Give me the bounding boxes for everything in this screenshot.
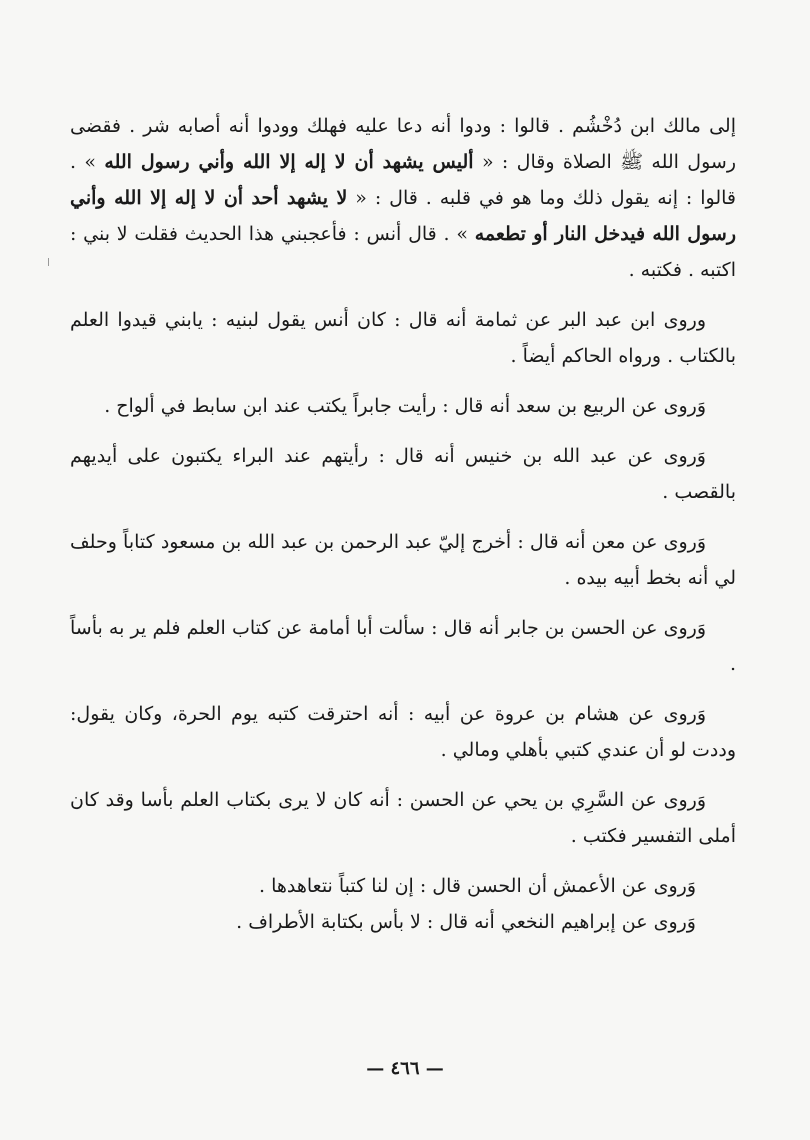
- narration-line: وَروى عن إبراهيم النخعي أنه قال : لا بأس بكتابة الأطراف .: [236, 911, 696, 933]
- paragraph: [70, 524, 736, 596]
- paragraph-text: إلى مالك ابن دُخْشُم . قالوا : ودوا أنه دعا عليه فهلك وودوا أنه أصابه شر . فقضى رسول الله ﷺ الصلاة وقال : «: [70, 115, 737, 173]
- paragraphs: [70, 108, 736, 854]
- paragraph-text: وَروى عن الحسن بن جابر أنه قال : سألت أبا أمامة عن كتاب العلم فلم ير به بأساً .: [70, 617, 736, 675]
- paragraph-text: وروى ابن عبد البر عن ثمامة أنه قال : كان أنس يقول لبنيه : يابني قيدوا العلم بالكتاب . ورواه الحاكم أيضاً .: [70, 309, 736, 367]
- paragraph-text: » . قال أنس : فأعجبني هذا الحديث فقلت لا بني : اكتبه . فكتبه .: [70, 223, 736, 281]
- margin-mark: [48, 258, 49, 266]
- paragraph: [70, 388, 736, 424]
- page-number: — ٤٦٦ —: [366, 1058, 444, 1079]
- paragraph-text: » . قالوا : إنه يقول ذلك وما هو في قلبه . قال : «: [70, 151, 736, 209]
- paragraph-text: وَروى عن عبد الله بن خنيس أنه قال : رأيتهم عند البراء يكتبون على أيديهم بالقصب .: [70, 445, 736, 503]
- page-body: [70, 108, 736, 940]
- short-lines: [70, 868, 736, 940]
- hadith-quote: لا يشهد أحد أن لا إله إلا الله وأني رسول الله فيدخل النار أو تطعمه: [70, 187, 736, 245]
- paragraph: [70, 438, 736, 510]
- paragraph-text: وَروى عن معن أنه قال : أخرج إليّ عبد الرحمن بن عبد الله بن مسعود كتاباً وحلف لي أنه بخط أبيه بيده .: [70, 531, 736, 589]
- paragraph: [70, 302, 736, 374]
- paragraph: [70, 696, 736, 768]
- paragraph-text: وَروى عن هشام بن عروة عن أبيه : أنه احترقت كتبه يوم الحرة، وكان يقول: وددت لو أن عندي كتبي بأهلي ومالي .: [70, 703, 736, 761]
- paragraph: [70, 108, 736, 288]
- paragraph-text: وَروى عن الربيع بن سعد أنه قال : رأيت جابراً يكتب عند ابن سابط في ألواح .: [104, 395, 706, 417]
- narration-line: وَروى عن الأعمش أن الحسن قال : إن لنا كتباً نتعاهدها .: [258, 875, 696, 897]
- hadith-quote: أليس يشهد أن لا إله إلا الله وأني رسول الله: [104, 151, 474, 173]
- paragraph: [70, 610, 736, 682]
- paragraph: [70, 782, 736, 854]
- paragraph-text: وَروى عن السَّرِي بن يحي عن الحسن : أنه كان لا يرى بكتاب العلم بأسا وقد كان أملى التفسير فكتب .: [70, 789, 736, 847]
